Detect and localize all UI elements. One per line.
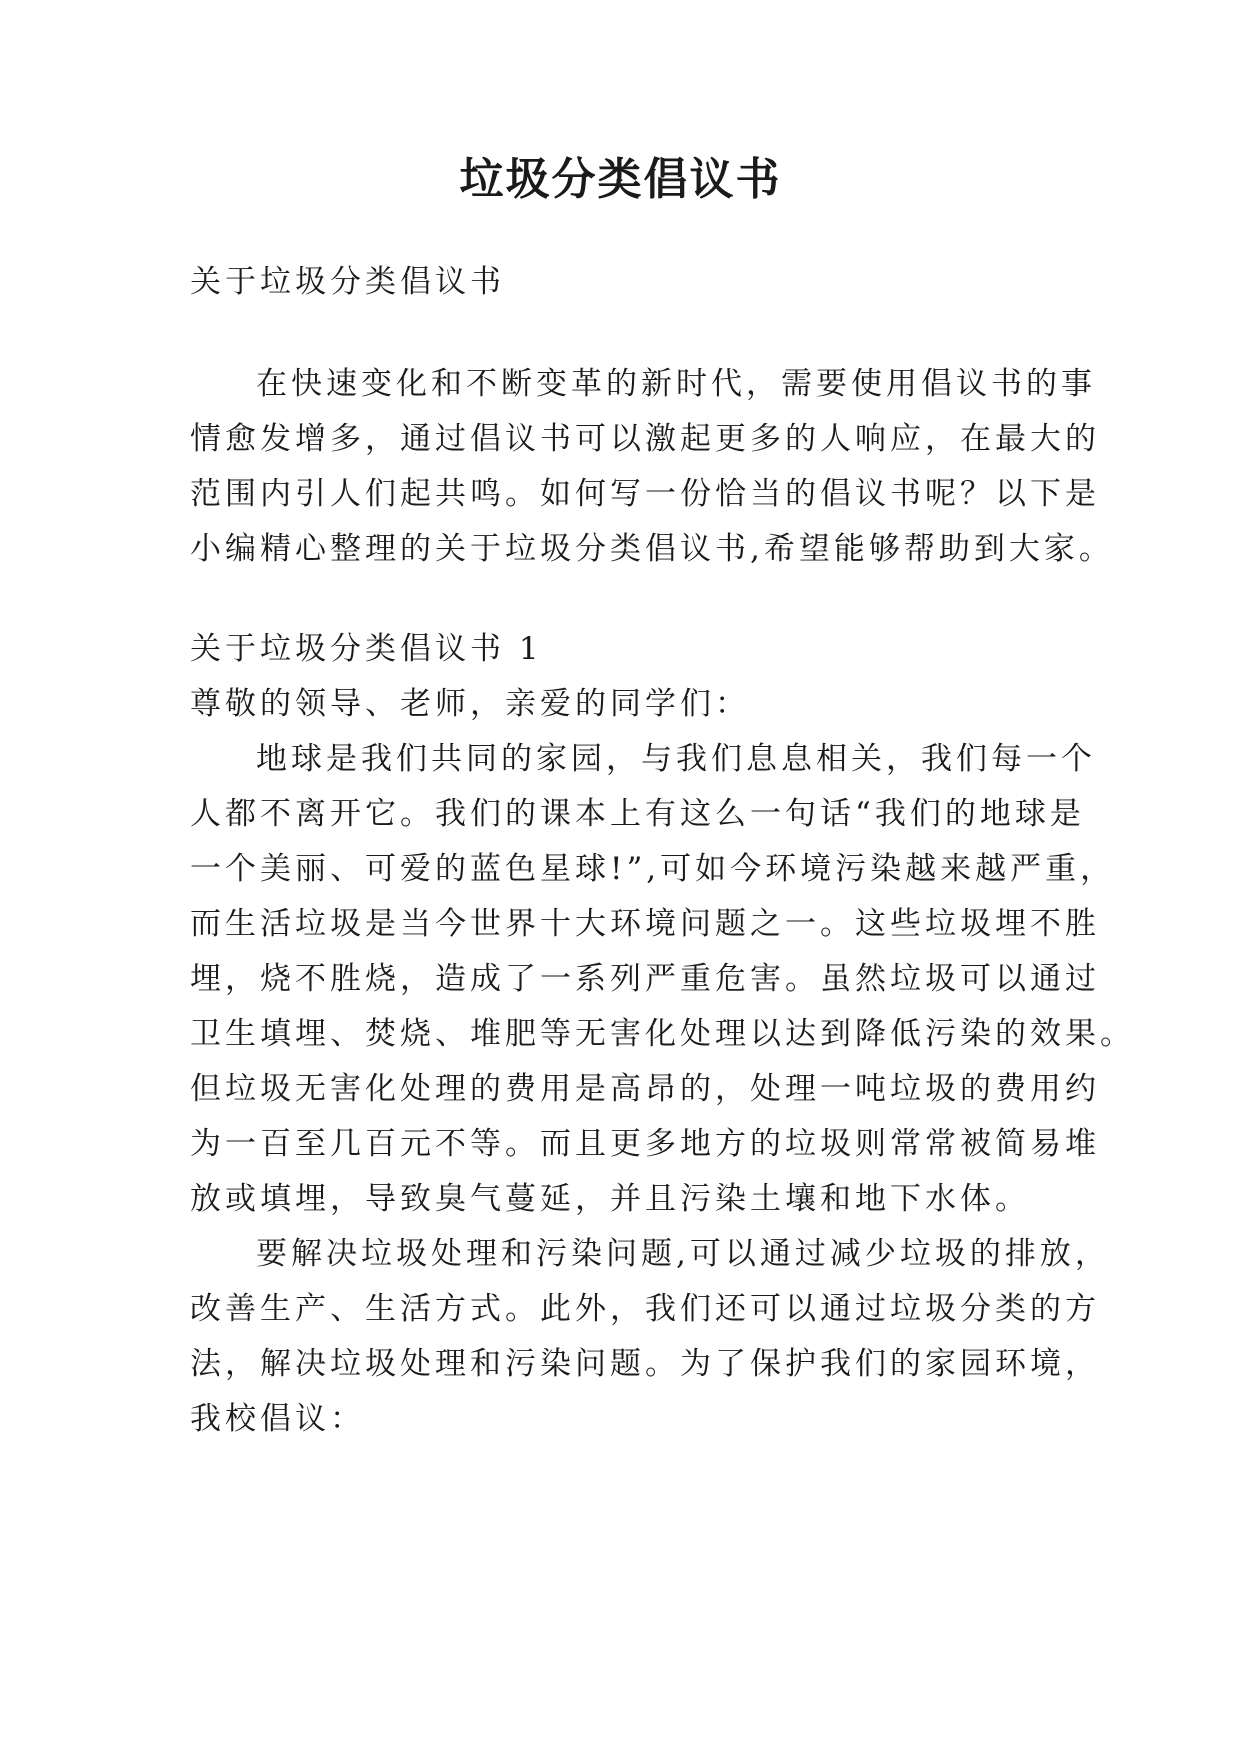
body-line: 我校倡议： (190, 1401, 365, 1437)
body-line: 改善生产、生活方式。此外，我们还可以通过垃圾分类的方 (190, 1291, 1100, 1327)
body-line: 为一百至几百元不等。而且更多地方的垃圾则常常被简易堆 (190, 1126, 1100, 1162)
body-line: 卫生填埋、焚烧、堆肥等无害化处理以达到降低污染的效果。 (190, 1016, 1135, 1052)
subtitle-line: 关于垃圾分类倡议书 (190, 264, 505, 300)
section-heading: 关于垃圾分类倡议书 1 (190, 631, 543, 667)
body-line: 要解决垃圾处理和污染问题,可以通过减少垃圾的排放， (256, 1236, 1110, 1272)
body-line: 人都不离开它。我们的课本上有这么一句话“我们的地球是 (190, 796, 1085, 832)
body-line: 而生活垃圾是当今世界十大环境问题之一。这些垃圾埋不胜 (190, 906, 1100, 942)
body-line: 放或填埋，导致臭气蔓延，并且污染土壤和地下水体。 (190, 1181, 1030, 1217)
document-title: 垃圾分类倡议书 (459, 154, 782, 205)
intro-line: 范围内引人们起共鸣。如何写一份恰当的倡议书呢？以下是 (190, 476, 1100, 512)
document-subtitle (190, 255, 1070, 310)
intro-line: 小编精心整理的关于垃圾分类倡议书,希望能够帮助到大家。 (190, 531, 1114, 567)
intro-paragraph (190, 357, 1114, 577)
body-line: 一个美丽、可爱的蓝色星球!”,可如今环境污染越来越严重， (190, 851, 1116, 887)
body-line: 地球是我们共同的家园，与我们息息相关，我们每一个 (256, 741, 1096, 777)
intro-line: 情愈发增多，通过倡议书可以激起更多的人响应，在最大的 (190, 421, 1100, 457)
salutation: 尊敬的领导、老师，亲爱的同学们： (190, 686, 750, 722)
section-block (190, 622, 1135, 1447)
intro-line: 在快速变化和不断变革的新时代，需要使用倡议书的事 (256, 366, 1096, 402)
body-line: 埋，烧不胜烧，造成了一系列严重危害。虽然垃圾可以通过 (190, 961, 1100, 997)
body-line: 法，解决垃圾处理和污染问题。为了保护我们的家园环境， (190, 1346, 1100, 1382)
body-line: 但垃圾无害化处理的费用是高昂的，处理一吨垃圾的费用约 (190, 1071, 1100, 1107)
